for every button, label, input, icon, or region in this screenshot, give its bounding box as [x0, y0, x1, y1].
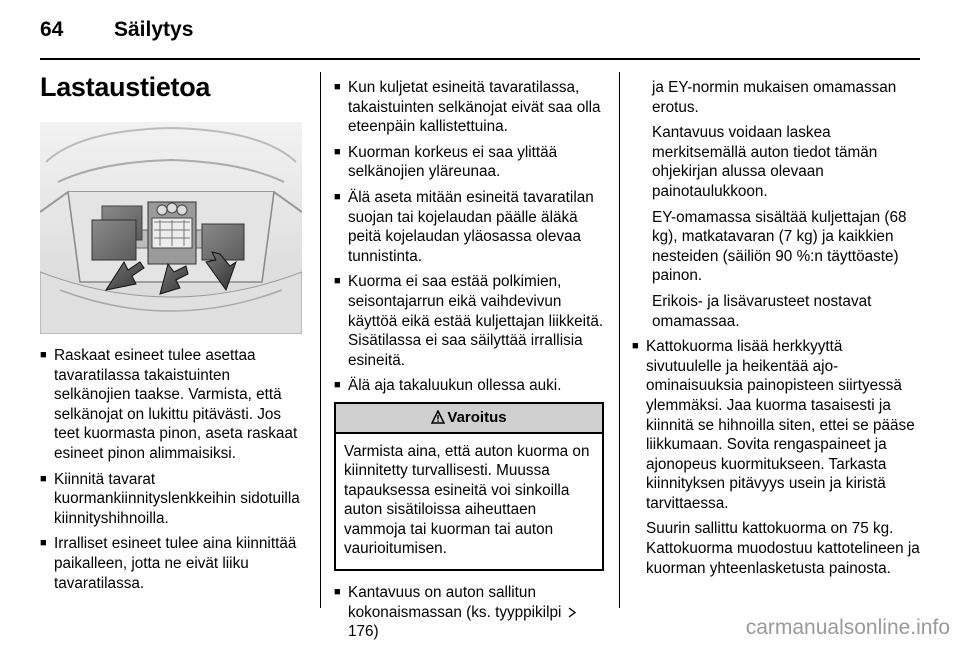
column-divider-2: [619, 72, 620, 608]
list-item: ■ Kuorman korkeus ei saa ylittää selkänojien yläreunaa.: [334, 143, 604, 182]
section-title: Lastaustietoa: [40, 72, 211, 102]
list-item: ■ Raskaat esineet tulee asettaa tavaratilassa takaistuinten selkänojien taakse. Varmista, että selkänojat on lukittu pitävästi. Jos teet kuormasta pinon, aseta raskaat esineet pinon alimmaisiksi.: [40, 346, 306, 464]
page-reference-icon: [567, 607, 577, 618]
roof-load-text: Kattokuorma lisää herkkyyttä sivutuulelle ja heikentää ajo-ominaisuuksia painopisteen siirtyessä ylemmäksi. Jaa kuorma tasaisesti ja kiinnitä se hihnoilla siten, ettei se pääse liikkumaan. Sovita rengaspaineet ja ajonopeus kuormitukseen. Tarkasta kiinnityksen pitävyys usein ja kiristä tarvittaessa.: [646, 338, 915, 512]
roof-load-list: [632, 337, 922, 578]
luggage-compartment-loading-illustration: [40, 122, 302, 334]
list-item: ■ Älä aseta mitään esineitä tavaratilan suojan tai kojelaudan päälle äläkä peitä kojelaudan yläosassa olevaa tunnistinta.: [334, 188, 604, 266]
warning-box: [334, 402, 604, 571]
page-reference: 176): [348, 623, 379, 641]
chapter-title: Säilytys: [114, 18, 194, 41]
list-item: ■ Irralliset esineet tulee aina kiinnittää paikalleen, jotta ne eivät liiku tavaratilassa.: [40, 534, 306, 593]
warning-triangle-icon: [431, 410, 445, 424]
paragraph: EY-omamassa sisältää kuljettajan (68 kg), matkatavaran (7 kg) ja kaikkien nesteiden (säiliön 90 %:n täyttöaste) painon.: [652, 208, 907, 285]
loading-rules-list: [334, 78, 604, 396]
page-number: 64: [40, 18, 64, 41]
list-item: ■ Kun kuljetat esineitä tavaratilassa, takaistuinten selkänojat eivät saa olla eteenpäin kallistettuina.: [334, 78, 604, 137]
page-header: [40, 18, 920, 48]
column-1: [40, 346, 306, 599]
warning-title: Varoitus: [447, 408, 507, 426]
column-2: [334, 78, 604, 648]
list-item: ■ Älä aja takaluukun ollessa auki.: [334, 376, 604, 396]
column-divider-1: [320, 72, 321, 608]
list-item: [632, 337, 922, 578]
payload-text: Kantavuus on auton sallitun kokonaismassan (ks. tyyppikilpi: [348, 584, 562, 621]
loading-instructions-list: [40, 346, 306, 593]
header-rule: [40, 58, 920, 60]
warning-header: [336, 404, 602, 434]
payload-list: [334, 583, 604, 642]
paragraph: Suurin sallittu kattokuorma on 75 kg. Kattokuorma muodostuu kattotelineen ja kuorman yhteenlasketusta painosta.: [646, 520, 920, 577]
list-item: ■ Kuorma ei saa estää polkimien, seisontajarrun eikä vaihdevivun käyttöä eikä estää kuljettajan liikkeitä. Sisätilassa ei saa säilyttää irrallisia esineitä.: [334, 272, 604, 370]
watermark: carmanualsonline.info: [745, 616, 950, 639]
list-item: [334, 583, 604, 642]
warning-body: Varmista aina, että auton kuorma on kiinnitetty turvallisesti. Muussa tapauksessa esineitä voi sinkoilla auton sisätiloissa aiheuttaen vammoja tai kuorman tai auton vaurioitumisen.: [344, 442, 590, 558]
paragraph: ja EY-normin mukaisen omamassan erotus.: [652, 79, 897, 116]
column-3: [632, 78, 922, 584]
paragraph: Erikois- ja lisävarusteet nostavat omamassaa.: [652, 292, 872, 330]
list-item: ■ Kiinnitä tavarat kuormankiinnityslenkkeihin sidotuilla kiinnityshihnoilla.: [40, 470, 306, 529]
paragraph: Kantavuus voidaan laskea merkitsemällä auton tiedot tämän ohjekirjan alussa olevaan painotaulukkoon.: [652, 124, 878, 200]
